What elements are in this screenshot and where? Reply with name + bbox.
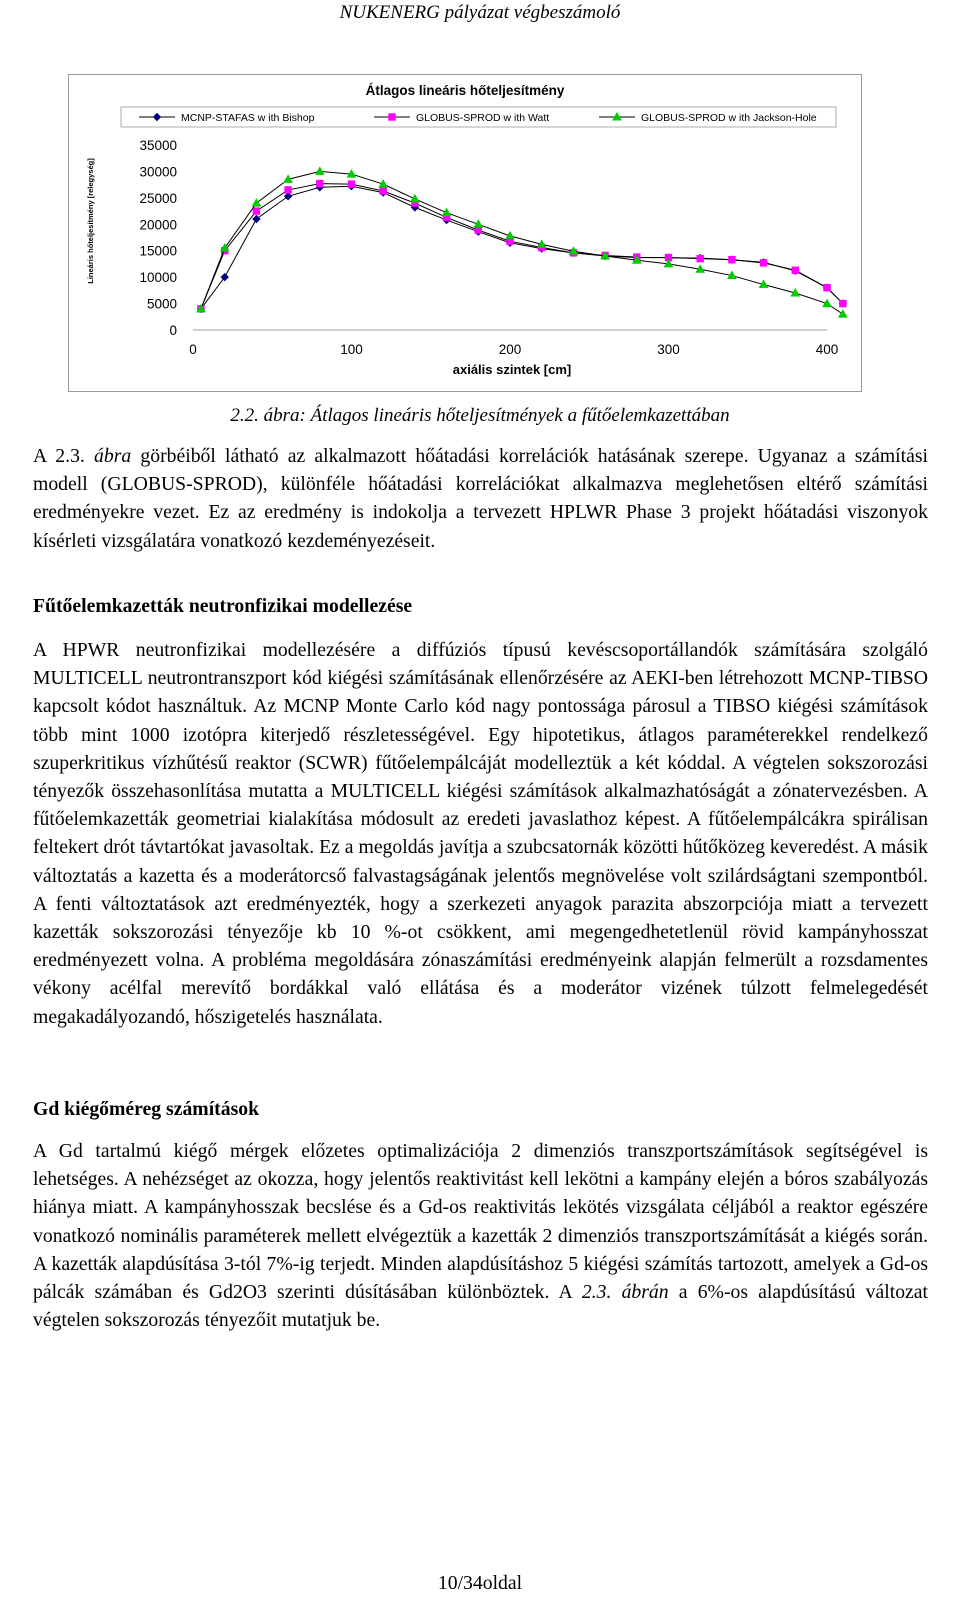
p1-rest: görbéiből látható az alkalmazott hőátadási korrelációk hatásának szerepe. Ugyanaz a számítási modell (GLOBUS-SPROD), különféle hőátadási korrelációkat alkalmazva meglehetősen eltérő számítási eredményekre vezet. Ez az eredmény is indokolja a tervezett HPLWR Phase 3 projekt hőátadási viszonyok kísérleti vizsgálatára vonatkozó kezdeményezéseit. bbox=[33, 445, 928, 552]
series-line bbox=[201, 186, 843, 309]
series-2 bbox=[198, 180, 846, 312]
section-heading-gd: Gd kiégőméreg számítások bbox=[33, 1098, 260, 1120]
data-point bbox=[252, 199, 260, 206]
y-tick-label: 0 bbox=[169, 323, 177, 338]
x-tick-label: 200 bbox=[498, 342, 522, 357]
y-tick-label: 35000 bbox=[139, 138, 177, 153]
y-tick-label: 20000 bbox=[139, 217, 177, 233]
y-tick-label: 30000 bbox=[139, 164, 177, 180]
series-line bbox=[201, 184, 843, 309]
y-tick-label: 25000 bbox=[139, 190, 177, 206]
p3-start: A Gd tartalmú kiégő mérgek előzetes optimalizációja 2 dimenziós transzportszámítások segítségével is lehetséges. A nehézséget az okozza, hogy jelentős reaktivitást kell lekötni a kampány elején a bóros szabályozás hiánya miatt. A kampányhosszak becslése és a Gd-os reaktivitás lekötés vizsgálata céljából a reaktor egészére vonatkozó nominális paraméterek mellett elvégeztük a kazetták 2 dimenziós transzportszámítását a kiégés során. A kazetták alapdúsítása 3-tól 7%-ig terjedt. Minden alapdúsításhoz 5 kiégési számítás tartozott, amelyek a Gd-os pálcák számában és Gd2O3 szerinti dúsításában különböztek. A bbox=[33, 1140, 928, 1304]
data-point bbox=[317, 180, 323, 186]
legend-marker bbox=[389, 114, 395, 120]
data-point bbox=[253, 216, 260, 223]
y-tick-label: 10000 bbox=[139, 270, 177, 286]
y-axis-ticks bbox=[139, 138, 177, 338]
data-point bbox=[411, 195, 419, 202]
series-3 bbox=[197, 167, 847, 317]
figure-ref: ábra bbox=[94, 445, 132, 467]
y-tick-label: 15000 bbox=[139, 243, 177, 259]
x-tick-label: 100 bbox=[340, 342, 363, 357]
figure-ref-2: 2.3. ábrán bbox=[581, 1281, 669, 1304]
data-point bbox=[316, 167, 324, 174]
x-axis-label: axiális szintek [cm] bbox=[452, 362, 572, 377]
p1-start: A 2.3. bbox=[33, 445, 95, 467]
x-tick-label: 300 bbox=[657, 342, 680, 357]
series-line bbox=[201, 171, 843, 314]
legend-label: GLOBUS-SPROD w ith Jackson-Hole bbox=[641, 112, 817, 124]
chart-frame bbox=[68, 74, 862, 392]
data-point bbox=[475, 227, 481, 233]
y-tick-label: 5000 bbox=[146, 296, 177, 312]
figure-caption: 2.2. ábra: Átlagos lineáris hőteljesítmények a fűtőelemkazettában bbox=[230, 405, 730, 426]
paragraph-2-text: A HPWR neutronfizikai modellezésére a diffúziós típusú kevéscsoportállandók számítására szolgáló MULTICELL neutrontranszport kód kiégési számításának ellenőrzésére az AEKI-ben létrehozott MCNP-TIBSO kapcsolt kódot használtuk. Az MCNP Monte Carlo kód nagy pontossága párosul a TIBSO kiégési számítások több mint 1000 izotópra kiterjedő részletességével. Egy hipotetikus, átlagos paraméterekkel rendelkező szuperkritikus vízhűtésű reaktor (SCWR) fűtőelempálcáját modelleztük a két kóddal. A végtelen sokszorozási tényezők összehasonlítása mutatta a MULTICELL kiégési számítások alkalmazhatóságát a zónatervezésben. A fűtőelemkazetták geometriai kialakítása módosult az eredeti javaslathoz képest. A fűtőelempálcákra spirálisan feltekert drót távtartókat javasoltak. Ez a megoldás javítja a szubcsatornák közötti hűtőközeg keveredést. A másik változtatás a kazetta és a moderátorcső falvastagságának jelentős megnövelése volt szilárdságtani szempontból. A fenti változtatások azt eredményezték, hogy a szerkezeti anyagok parazita abszorpciója miatt a tervezett kazetták sokszorozási tényezője kb 10 %-ot csökkent, ami megengedhetetlenül rövid kampányhosszat eredményezett volna. A probléma megoldására zónaszámítási eredményeink alapján felmerült a rozsdamentes vékony acélfal merevítő bordákkal való ellátása és a moderátor vizének túlzott felmelegedését megakadályozandó, hőszigetelés használata. bbox=[33, 639, 928, 1028]
x-tick-label: 400 bbox=[815, 342, 839, 357]
legend bbox=[139, 112, 817, 124]
data-point bbox=[824, 285, 830, 291]
x-axis-ticks bbox=[189, 342, 838, 357]
data-point bbox=[348, 181, 354, 187]
series-1 bbox=[197, 183, 846, 313]
data-point bbox=[443, 209, 451, 216]
data-point bbox=[792, 267, 798, 273]
chart-title: Átlagos lineáris hőteljesítmény bbox=[365, 83, 565, 98]
data-point bbox=[840, 300, 846, 306]
paragraph-2 bbox=[33, 636, 928, 1031]
legend-label: GLOBUS-SPROD w ith Watt bbox=[416, 112, 550, 124]
line-chart bbox=[69, 75, 861, 391]
series-layer bbox=[197, 167, 847, 317]
x-tick-label: 0 bbox=[189, 342, 197, 357]
p3-rest: a 6%-os alapdúsítású változat végtelen sokszorozás tényezőit mutatjuk be. bbox=[33, 1281, 928, 1332]
paragraph-1 bbox=[33, 442, 928, 555]
y-axis-label: Lineáris hőteljesítmény [relegység] bbox=[86, 158, 95, 284]
section-heading-neutronics: Fűtőelemkazetták neutronfizikai modellezése bbox=[33, 595, 413, 617]
data-point bbox=[285, 193, 292, 200]
data-point bbox=[697, 255, 703, 261]
page-number: 10/34oldal bbox=[437, 1572, 523, 1594]
legend-label: MCNP-STAFAS w ith Bishop bbox=[181, 112, 315, 124]
data-point bbox=[839, 310, 847, 317]
data-point bbox=[285, 187, 291, 193]
data-point bbox=[380, 188, 386, 194]
data-point bbox=[253, 208, 259, 214]
page-header: NUKENERG pályázat végbeszámoló bbox=[339, 2, 621, 23]
paragraph-3 bbox=[33, 1137, 928, 1334]
data-point bbox=[760, 260, 766, 266]
data-point bbox=[729, 257, 735, 263]
